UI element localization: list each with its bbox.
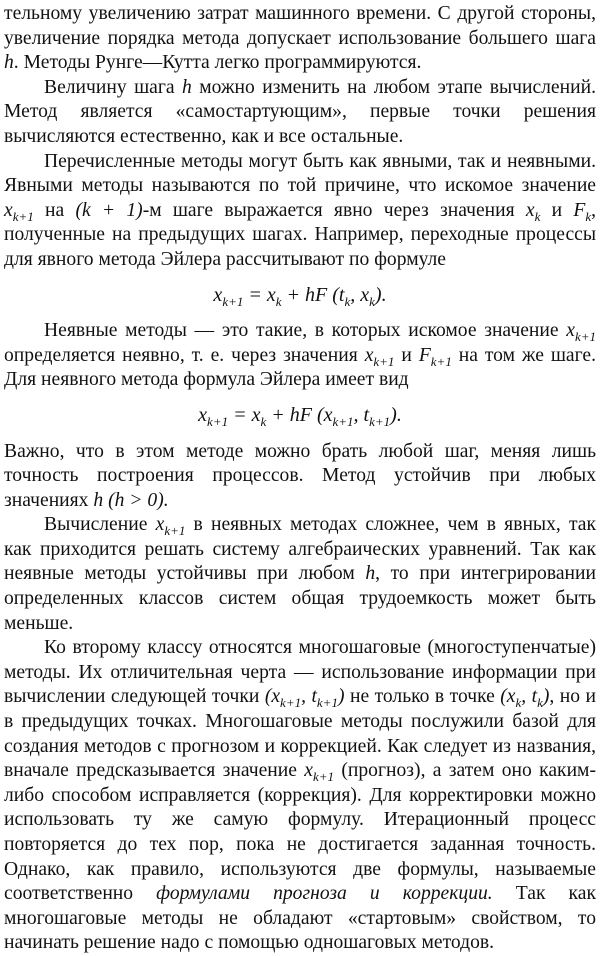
text: Ко второму классу относятся многошаговые (многоступенчатые) методы. Их отличительная черта — использование информации при вычислении следующей точки — [4, 637, 596, 708]
text: Важно, что в этом методе можно брать любой шаг, меняя лишь точность построения процессов. Метод устойчив при любых значениях — [4, 440, 596, 511]
text: , то при интегрировании определенных классов систем общая трудоемкость может быть меньше. — [4, 563, 596, 634]
text: и — [551, 199, 563, 221]
math-h: h — [4, 52, 14, 74]
math-sub: k — [534, 208, 541, 224]
text: Перечисленные методы могут быть как явными, так и неявными. Явными методы называются по той причине, что искомое значение — [4, 150, 596, 197]
text: Неявные методы — это такие, в которых искомое значение — [44, 320, 559, 342]
math-x: x — [525, 199, 535, 221]
text: Вычисление — [44, 514, 148, 536]
text: . Методы Рунге—Кутта легко программируются. — [13, 52, 422, 74]
text: Величину шага — [44, 76, 175, 98]
formula-explicit-euler: $x_{k+1} = x_k$ + hF ($t_k$, $x_k$). — [213, 283, 387, 309]
text: тельному увеличению затрат машинного времени. С другой стороны, увеличение порядка метода допускает использование большего шага — [4, 3, 596, 49]
math-sub: k+1 — [574, 329, 596, 345]
math-sub: k — [585, 208, 592, 224]
math-h: h (h > 0). — [93, 489, 169, 511]
emphasis-text: формулами прогноза и коррекции. — [156, 883, 493, 905]
text: можно изменить на любом этапе вычислений. Метод является «самостартующим», первые точки решения вычисляются естественно, как и все остальные. — [4, 76, 596, 147]
math-F: F — [573, 199, 586, 221]
math-x: x — [155, 514, 165, 536]
text: на — [45, 199, 65, 221]
math-h: h — [365, 563, 376, 585]
math-sub: k+1 — [164, 523, 186, 539]
text: определяется неявно, т. е. через значения — [4, 344, 358, 366]
math-F: F — [418, 344, 431, 366]
math-x: x — [304, 760, 313, 782]
math-h: h — [182, 76, 192, 98]
math-x: x — [566, 320, 575, 342]
paragraph-4 — [4, 319, 596, 393]
paragraph-1 — [4, 2, 596, 76]
math-x: x — [4, 199, 13, 221]
text: в неявных методах сложнее, чем в явных, так как приходится решать систему алгебраических уравнений. Так как неявные методы устойчивы при любом — [4, 514, 596, 585]
text: на том же шаге. Для неявного метода формула Эйлера имеет вид — [4, 344, 596, 391]
math-k: (k + 1) — [75, 199, 143, 221]
text: (прогноз), а затем оно каким-либо способом исправляется (коррекция). Для корректировки можно использовать ту же самую формулу. Итерационный процесс повторяется до тех пор, пока не достигается заданная точность. Однако, как правило, используются две формулы, называемые соответственно — [4, 760, 596, 905]
text: , но и в предыдущих точках. Многошаговые методы послужили базой для создания методов с прогнозом и коррекцией. Как следует из названия, вначале предсказывается значение — [4, 686, 597, 782]
formula-implicit-euler: $x_{k+1} = x_k$ + hF ($x_{k+1}$, $t_{k+1}$). — [198, 403, 402, 429]
math-point: ($x_k$, $t_k$) — [500, 686, 550, 711]
math-sub: k+1 — [12, 208, 34, 224]
text: -м шаге выражается явно через значения — [142, 199, 515, 221]
math-point: ($x_{k+1}$, $t_{k+1}$) — [264, 686, 345, 711]
text: Так как многошаговые методы не обладают «стартовым» свойством, то начинать решение надо с помощью одношаговых методов. — [4, 883, 596, 954]
text: не только в точке — [349, 686, 495, 708]
paragraph-2 — [4, 76, 596, 150]
paragraph-5 — [4, 440, 596, 514]
math-x: x — [364, 344, 374, 366]
paragraph-3 — [4, 150, 596, 273]
math-sub: k+1 — [313, 769, 335, 785]
text: и — [401, 344, 412, 366]
paragraph-6 — [4, 513, 596, 636]
paragraph-7 — [4, 636, 596, 956]
text: , полученные на предыдущих шагах. Например, переходные процессы для явного метода Эйлера рассчитывают по формуле — [4, 199, 597, 270]
math-sub: k+1 — [373, 353, 395, 369]
math-sub: k+1 — [430, 353, 452, 369]
